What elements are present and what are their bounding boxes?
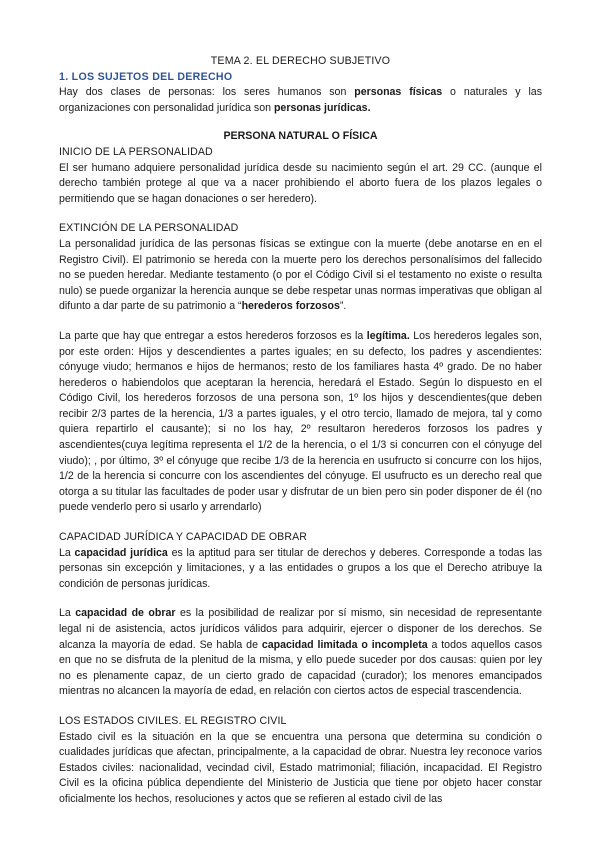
section-heading-persona-natural: PERSONA NATURAL O FÍSICA [223, 130, 378, 143]
subheading-inicio: INICIO DE LA PERSONALIDAD [59, 145, 213, 158]
spacer [59, 315, 542, 329]
section-heading-sujetos: 1. LOS SUJETOS DEL DERECHO [59, 70, 233, 83]
subheading-estados-civiles: LOS ESTADOS CIVILES. EL REGISTRO CIVIL [59, 714, 287, 727]
paragraph-estados-civiles: Estado civil es la situación en la que se encuentra una persona que determina su condición o cualidades jurídicas que afectan, principalmente, a la capacidad de obrar. Nuestra ley reconoce varios Estados civiles: nacionalidad, vecindad civil, Estado matrimonial; filiación, incapacidad. El Registro Civil es la oficina pública dependiente del Ministerio de Justicia que tiene por objeto hacer constar oficialmente los hechos, resoluciones y actos que se refieren al estado civil de las [59, 730, 542, 805]
spacer [59, 516, 542, 530]
spacer [59, 700, 542, 714]
paragraph-capacidad-obrar: La capacidad de obrar es la posibilidad de realizar por sí mismo, sin necesidad de representante legal ni de asistencia, actos jurídicos válidos para adquirir, ejercer o disponer de los derechos. Se alcanza la mayoría de edad. Se habla de capacidad limitada o incompleta a todos aquellos casos en que no se disfruta de la plenitud de la misma, y ello puede suceder por dos causas: quien por ley no es plenamente capaz, de un cierto grado de capacidad (curador); los menores emancipados mientras no alcancen la mayoría de edad, en relación con ciertos actos de especial trascendencia. [59, 607, 543, 698]
document-title: TEMA 2. EL DERECHO SUBJETIVO [210, 55, 391, 67]
paragraph-legitima: La parte que hay que entregar a estos herederos forzosos es la legítima. Los herederos legales son, por este orden: Hijos y descendientes a partes iguales; en su defecto, los padres y ascendientes: cónyuge viudo; hermanos e hijos de hermanos; resto de los familiares hasta 4º grado. De no haber herederos o habiendolos que aceptaran la herencia, heredará el Estado. Según lo dispuesto en el Código Civil, los herederos forzosos de una persona son, 1º los hijos y descendientes(que deben recibir 2/3 partes de la herencia, 1/3 a partes iguales, y el otro tercio, llamado de mejora, tal y como quiera repartirlo el causante); si no los hay, 2º resultaron herederos forzosos los padres y ascendientes(cuya legítima representa el 1/2 de la herencia, o el 1/3 si concurren con el cónyuge del viudo); , por último, 3º el cónyuge que recibe 1/3 de la herencia en usufructo si concurre con los hijos, 1/2 de la herencia si concurre con los ascendientes del cónyuge. El usufructo es un derecho real que otorga a su titular las facultades de poder usar y disfrutar de un bien pero sin poder disponer de él (no puede venderlo pero si usarlo y arrendarlo) [59, 329, 542, 514]
subheading-capacidad: CAPACIDAD JURÍDICA Y CAPACIDAD DE OBRAR [59, 531, 307, 544]
paragraph-capacidad-juridica: La capacidad jurídica es la aptitud para ser titular de derechos y deberes. Corresponde a todas las personas sin excepción y limitaciones, y a las entidades o grupos a los que el Derecho atribuye la condición de personas jurídicas. [59, 546, 542, 590]
subheading-extincion: EXTINCIÓN DE LA PERSONALIDAD [59, 222, 239, 235]
paragraph-extincion: La personalidad jurídica de las personas físicas se extingue con la muerte (debe anotarse en en el Registro Civil). El patrimonio se hereda con la muerte pero los derechos personalísimos del fallecido no se pueden heredar. Mediante testamento (o por el Código Civil si el testamento no existe o resulta nulo) se puede organizar la herencia aunque se debe respetar unas normas imperativas que obligan al difunto a dar parte de su patrimonio a “herederos forzosos”. [59, 237, 542, 313]
paragraph-inicio: El ser humano adquiere personalidad jurídica desde su nacimiento según el art. 29 CC. (aunque el derecho también protege al que va a nacer prohibiendo el aborto fuera de los plazos legales o permitiendo que se hagan donaciones o ser heredero). [59, 161, 542, 205]
paragraph-clases-personas: Hay dos clases de personas: los seres humanos son personas físicas o naturales y las organizaciones con personalidad jurídica son personas jurídicas. [59, 86, 542, 114]
spacer [59, 207, 542, 221]
spacer [59, 592, 542, 606]
